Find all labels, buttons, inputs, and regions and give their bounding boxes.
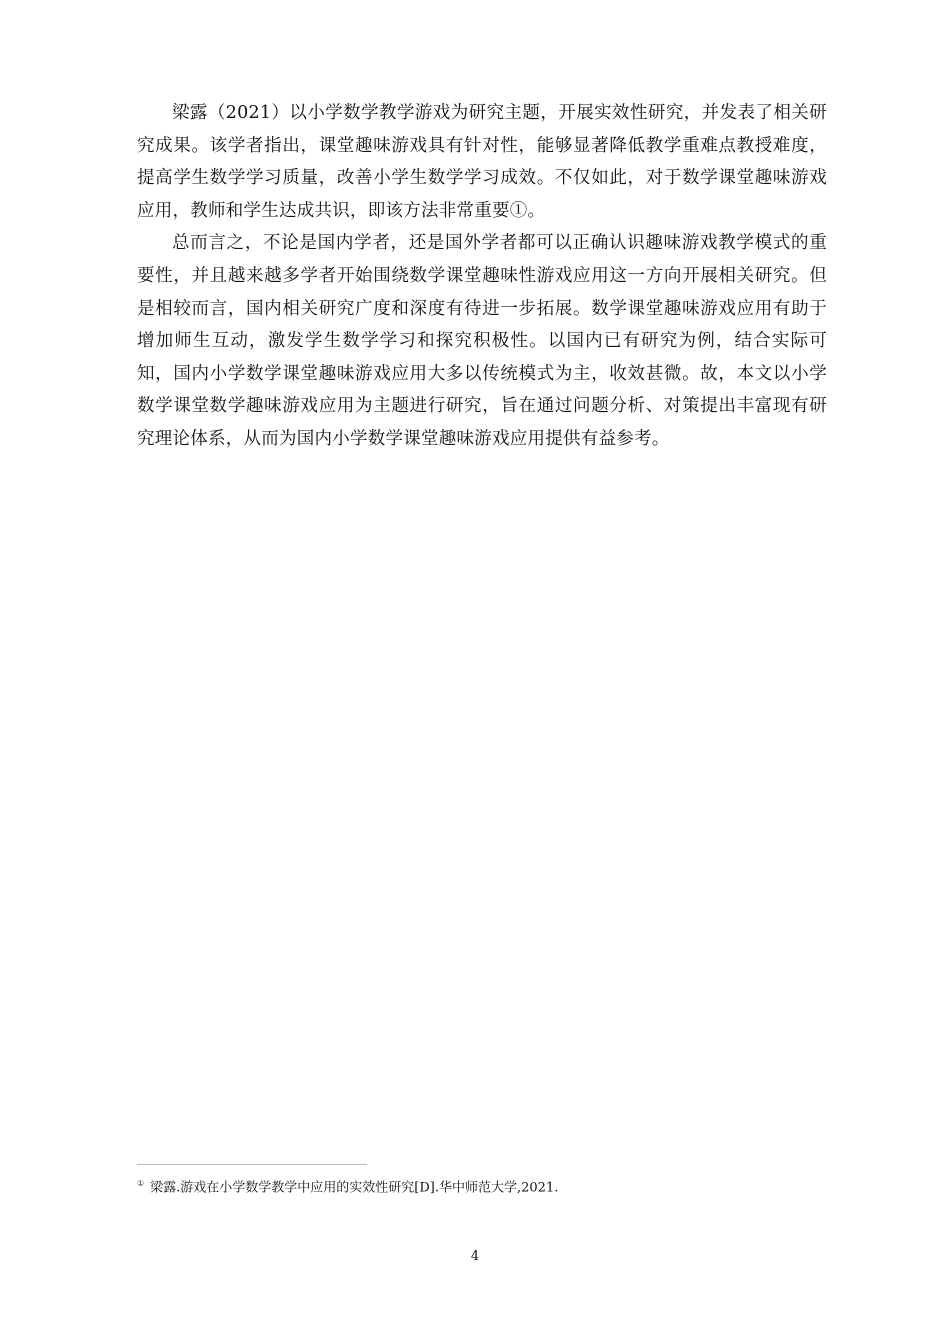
footnote bbox=[137, 1174, 827, 1198]
paragraph-2: 总而言之，不论是国内学者，还是国外学者都可以正确认识趣味游戏教学模式的重要性，并且越来越多学者开始围绕数学课堂趣味性游戏应用这一方向开展相关研究。但是相较而言，国内相关研究广度和深度有待进一步拓展。数学课堂趣味游戏应用有助于增加师生互动，激发学生数学学习和探究积极性。以国内已有研究为例，结合实际可知，国内小学数学课堂趣味游戏应用大多以传统模式为主，收效甚微。故，本文以小学数学课堂数学趣味游戏应用为主题进行研究，旨在通过问题分析、对策提出丰富现有研究理论体系，从而为国内小学数学课堂趣味游戏应用提供有益参考。 bbox=[137, 233, 827, 449]
footnote-separator bbox=[137, 1164, 367, 1165]
paragraph-1: 梁露（2021）以小学数学教学游戏为研究主题，开展实效性研究，并发表了相关研究成果。该学者指出，课堂趣味游戏具有针对性，能够显著降低教学重难点教授难度，提高学生数学学习质量，改善小学生数学学习成效。不仅如此，对于数学课堂趣味游戏应用，教师和学生达成共识，即该方法非常重要①。 bbox=[137, 103, 827, 221]
page-number: 4 bbox=[470, 1249, 480, 1264]
footnote-marker: ① bbox=[137, 1179, 145, 1188]
footnote-text: 梁露.游戏在小学数学教学中应用的实效性研究[D].华中师范大学,2021. bbox=[150, 1180, 559, 1196]
body-text bbox=[137, 97, 827, 456]
